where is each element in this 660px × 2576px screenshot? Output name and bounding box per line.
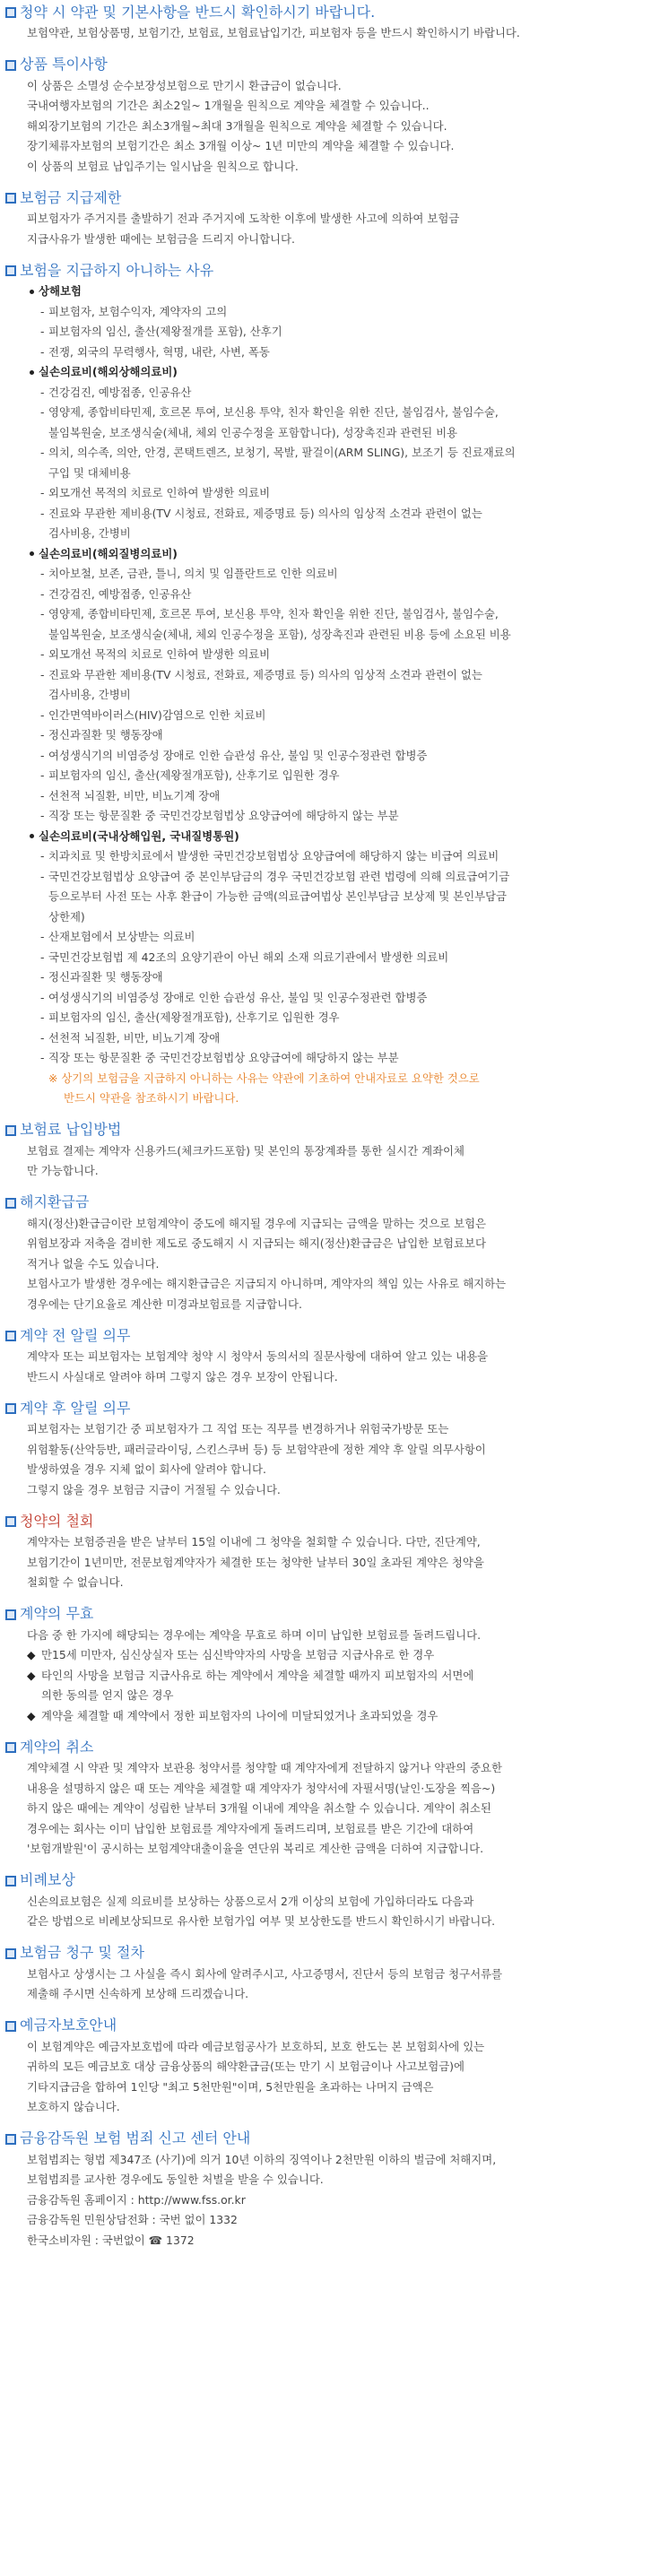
section-heading <box>5 55 651 76</box>
section-body <box>5 23 651 44</box>
section-body <box>5 1214 651 1315</box>
exclusion-item <box>27 766 651 786</box>
exclusion-item <box>27 403 651 423</box>
exclusion-group-label <box>27 544 651 565</box>
section-exclusions <box>5 260 651 1109</box>
paragraph-line: 장기체류자보험의 보험기간은 최소 3개월 이상~ 1년 미만의 계약을 체결할 수 있습니다. <box>27 139 455 152</box>
section-title: 계약 후 알릴 의무 <box>20 1399 131 1417</box>
dash-icon: - <box>40 405 45 419</box>
section-title: 상품 특이사항 <box>20 56 108 74</box>
exclusion-item-text: 정신과질환 및 행동장애 <box>48 728 163 742</box>
exclusion-group-title: 실손의료비(국내상해입원, 국내질병통원) <box>39 828 239 843</box>
paragraph-line: 위험활동(산악등반, 패러글라이딩, 스킨스쿠버 등) 등 보험약관에 정한 계약 후 알릴 의무사항이 <box>27 1442 486 1456</box>
section-premium <box>5 1120 651 1182</box>
section-title: 계약의 무효 <box>20 1605 94 1623</box>
paragraph-line: 이 상품은 소멸성 순수보장성보험으로 만기시 환급금이 없습니다. <box>27 78 342 92</box>
section-marker-icon <box>5 1609 16 1620</box>
section-withdrawal <box>5 1511 651 1593</box>
exclusion-item <box>27 806 651 827</box>
dash-icon: - <box>40 385 45 399</box>
dash-icon: - <box>40 586 45 601</box>
exclusion-item <box>27 302 651 323</box>
exclusion-item <box>27 322 651 343</box>
exclusion-item-text: 영양제, 종합비타민제, 호르몬 투여, 보신용 투약, 친자 확인을 위한 진단, 불임검사, 불임수술, <box>48 607 499 620</box>
section-marker-icon <box>5 1516 16 1527</box>
exclusion-item-text: 피보험자의 임신, 출산(제왕절개포함), 산후기로 입원한 경우 <box>48 768 340 782</box>
paragraph-line: 보험료 결제는 계약자 신용카드(체크카드포함) 및 본인의 통장계좌를 통한 실시간 계좌이체 <box>27 1143 465 1158</box>
dash-icon: - <box>40 344 45 359</box>
exclusion-group-title: 실손의료비(해외질병의료비) <box>39 546 178 560</box>
invalid-condition-text: 계약을 체결할 때 계약에서 정한 피보험자의 나이에 미달되었거나 초과되었을 경우 <box>41 1708 439 1722</box>
exclusion-item-text: 건강검진, 예방접종, 인공유산 <box>48 586 192 601</box>
section-title: 보험금 지급제한 <box>20 188 122 206</box>
exclusion-item-text: 진료와 무관한 제비용(TV 시청료, 전화료, 제증명료 등) 의사의 임상적 소견과 관련이 없는 <box>48 667 482 681</box>
section-body <box>5 1347 651 1387</box>
exclusion-item <box>27 948 651 968</box>
dash-icon: - <box>40 567 45 580</box>
paragraph-line: 이 상품의 보험료 납입주기는 일시납을 원칙으로 합니다. <box>27 159 299 173</box>
exclusion-group-title: 상해보험 <box>39 284 82 298</box>
section-heading <box>5 1398 651 1419</box>
exclusion-item-text: 국민건강보험법 제 42조의 요양기관이 아닌 해외 소재 의료기관에서 발생한 의료비 <box>48 950 449 964</box>
section-title: 보험금 청구 및 절차 <box>20 1944 144 1962</box>
dash-icon: - <box>40 768 45 782</box>
exclusion-item-text: 선천적 뇌질환, 비만, 비뇨기계 장애 <box>48 1030 221 1045</box>
section-heading <box>5 2 651 23</box>
section-heading <box>5 1604 651 1626</box>
exclusion-item-text: 건강검진, 예방접종, 인공유산 <box>48 385 192 399</box>
exclusion-item <box>27 706 651 726</box>
section-body <box>5 1532 651 1593</box>
exclusion-item-text: 정신과질환 및 행동장애 <box>48 970 163 984</box>
dash-icon: - <box>40 930 45 943</box>
exclusion-item <box>27 988 651 1009</box>
exclusion-item <box>27 746 651 767</box>
bullet-dot-icon <box>30 551 34 556</box>
dash-icon: - <box>40 728 45 742</box>
section-heading <box>5 1870 651 1892</box>
paragraph-line: 적거나 없을 수도 있습니다. <box>27 1256 160 1271</box>
exclusion-item-text: 치아보철, 보존, 금관, 틀니, 의치 및 임플란트로 인한 의료비 <box>48 567 338 580</box>
section-body <box>5 2150 651 2251</box>
dash-icon: - <box>40 1010 45 1024</box>
section-body <box>5 1892 651 1932</box>
bullet-dot-icon <box>30 370 34 375</box>
section-heading <box>5 1120 651 1141</box>
section-pre-notice <box>5 1325 651 1387</box>
paragraph-line: 발생하였을 경우 지체 없이 회사에 알려야 합니다. <box>27 1462 266 1476</box>
dash-icon: - <box>40 809 45 822</box>
exclusion-group-label <box>27 827 651 847</box>
dash-icon: - <box>40 506 45 520</box>
section-invalid <box>5 1604 651 1727</box>
dash-icon: - <box>40 647 45 661</box>
section-heading <box>5 1511 651 1532</box>
invalid-condition <box>27 1666 651 1687</box>
exclusion-item <box>27 786 651 807</box>
exclusion-item-continued: 등으로부터 사전 또는 사후 환급이 가능한 금액(의료급여법상 본인부담금 보상제 및 본인부담금 <box>48 889 508 903</box>
paragraph-line: 위험보장과 저축을 겸비한 제도로 중도해지 시 지급되는 해지(정산)환급금은 납입한 보험료보다 <box>27 1236 486 1250</box>
exclusion-item-text: 여성생식기의 비염증성 장애로 인한 습관성 유산, 불임 및 인공수정관련 합병증 <box>48 990 428 1004</box>
dash-icon: - <box>40 869 45 883</box>
exclusion-item-continued: 불임복원술, 보조생식술(체내, 체외 인공수정을 포함), 성장촉진과 관련된 비용 등에 소요된 비용 <box>48 627 511 641</box>
invalid-condition-text: 타인의 사망을 보험금 지급사유로 하는 계약에서 계약을 체결할 때까지 피보험자의 서면에 <box>41 1668 474 1682</box>
section-body <box>5 76 651 178</box>
paragraph-line: 피보험자가 주거지를 출발하기 전과 주거지에 도착한 이후에 발생한 사고에 의하여 보험금 <box>27 212 460 225</box>
exclusion-item-text: 피보험자의 임신, 출산(제왕절개를 포함), 산후기 <box>48 325 282 338</box>
exclusion-item-text: 인간면역바이러스(HIV)감염으로 인한 치료비 <box>48 707 266 722</box>
dash-icon: - <box>40 1051 45 1064</box>
paragraph-line: 계약자는 보험증권을 받은 날부터 15일 이내에 그 청약을 철회할 수 있습니다. 다만, 진단계약, <box>27 1535 481 1548</box>
section-post-notice <box>5 1398 651 1500</box>
dash-icon: - <box>40 748 45 762</box>
section-body <box>5 1626 651 1727</box>
section-body <box>5 1419 651 1500</box>
section-title: 금융감독원 보험 범죄 신고 센터 안내 <box>20 2129 251 2147</box>
paragraph-line: 보험약관, 보험상품명, 보험기간, 보험료, 보험료납입기간, 피보험자 등을 반드시 확인하시기 바랍니다. <box>27 26 520 39</box>
section-fss <box>5 2129 651 2251</box>
paragraph-line: 보험사고가 발생한 경우에는 해지환급금은 지급되지 아니하며, 계약자의 책임 있는 사유로 해지하는 <box>27 1277 507 1290</box>
section-marker-icon <box>5 1742 16 1753</box>
bullet-dot-icon <box>30 290 34 294</box>
exclusion-item-text: 여성생식기의 비염증성 장애로 인한 습관성 유산, 불임 및 인공수정관련 합병증 <box>48 748 428 762</box>
invalid-condition <box>27 1706 651 1727</box>
exclusion-item <box>27 585 651 605</box>
section-marker-icon <box>5 1198 16 1209</box>
section-marker-icon <box>5 2021 16 2032</box>
exclusion-item <box>27 564 651 585</box>
exclusion-item-text: 피보험자의 임신, 출산(제왕절개포함), 산후기로 입원한 경우 <box>48 1010 340 1024</box>
paragraph-line: 그렇지 않을 경우 보험금 지급이 거절될 수 있습니다. <box>27 1482 281 1496</box>
section-heading <box>5 1737 651 1758</box>
section-body <box>5 282 651 1109</box>
exclusion-item <box>27 867 651 888</box>
paragraph-line: 한국소비자원 : 국번없이 ☎ 1372 <box>27 2233 195 2247</box>
exclusion-item-continued: 검사비용, 간병비 <box>48 526 131 540</box>
section-payment <box>5 187 651 249</box>
exclusion-item-text: 외모개선 목적의 치료로 인하여 발생한 의료비 <box>48 647 271 661</box>
paragraph-line: 피보험자는 보험기간 중 피보험자가 그 직업 또는 직무를 변경하거나 위험국가방문 또는 <box>27 1422 449 1435</box>
exclusion-item <box>27 1048 651 1069</box>
exclusion-item-text: 영양제, 종합비타민제, 호르몬 투여, 보신용 투약, 친자 확인을 위한 진단, 불임검사, 불임수술, <box>48 405 499 419</box>
exclusion-notice: 반드시 약관을 참조하시기 바랍니다. <box>64 1091 239 1105</box>
paragraph-line: 보험범죄를 교사한 경우에도 동일한 처벌을 받을 수 있습니다. <box>27 2173 324 2186</box>
exclusion-item <box>27 504 651 525</box>
section-heading <box>5 1193 651 1214</box>
paragraph-line: 만 가능합니다. <box>27 1164 99 1177</box>
section-proportional <box>5 1870 651 1932</box>
section-title: 계약 전 알릴 의무 <box>20 1326 131 1344</box>
invalid-condition-text: 만15세 미만자, 심신상실자 또는 심신박약자의 사망을 보험금 지급사유로 한 경우 <box>41 1648 435 1661</box>
exclusion-item <box>27 443 651 464</box>
exclusion-item <box>27 1008 651 1028</box>
exclusion-group-label <box>27 362 651 383</box>
section-body <box>5 209 651 249</box>
paragraph-line: 보험사고 상생시는 그 사실을 즉시 회사에 알려주시고, 사고증명서, 진단서 등의 보험금 청구서류를 <box>27 1966 502 1981</box>
section-heading <box>5 1325 651 1347</box>
section-claim <box>5 1943 651 2005</box>
paragraph-line: 신손의료보험은 실제 의료비를 보상하는 상품으로서 2개 이상의 보험에 가입하더라도 다음과 <box>27 1894 474 1908</box>
paragraph-line: 보험기간이 1년미만, 전문보험계약자가 체결한 또는 청약한 날부터 30일 초과된 계약은 청약을 <box>27 1555 484 1569</box>
paragraph-line: 국내여행자보험의 기간은 최소2일~ 1개월을 원칙으로 계약을 체결할 수 있습니다.. <box>27 99 430 112</box>
dash-icon: - <box>40 325 45 338</box>
exclusion-item-text: 피보험자, 보험수익자, 계약자의 고의 <box>48 304 228 318</box>
exclusion-item <box>27 967 651 988</box>
section-marker-icon <box>5 1948 16 1959</box>
exclusion-item-text: 산재보험에서 보상받는 의료비 <box>48 930 195 943</box>
dash-icon: - <box>40 970 45 984</box>
section-features <box>5 55 651 178</box>
paragraph-line: 귀하의 모든 예금보호 대상 금융상품의 해약환급금(또는 만기 시 보험금이나 사고보험금)에 <box>27 2060 465 2073</box>
section-body <box>5 1141 651 1182</box>
paragraph-line: 계약체결 시 약관 및 계약자 보관용 청약서를 청약할 때 계약자에게 전달하지 않거나 약관의 중요한 <box>27 1761 502 1774</box>
section-body <box>5 1758 651 1860</box>
exclusion-item-text: 국민건강보험법상 요양급여 중 본인부담금의 경우 국민건강보험 관련 법령에 의해 의료급여기금 <box>48 869 510 883</box>
exclusion-item <box>27 343 651 363</box>
section-marker-icon <box>5 7 16 18</box>
diamond-bullet-icon: ◆ <box>27 1668 36 1682</box>
dash-icon: - <box>40 788 45 802</box>
exclusion-item <box>27 383 651 403</box>
paragraph-line: 계약자 또는 피보험자는 보험계약 청약 시 청약서 동의서의 질문사항에 대하여 알고 있는 내용을 <box>27 1349 489 1363</box>
section-check <box>5 2 651 44</box>
diamond-bullet-icon: ◆ <box>27 1708 36 1722</box>
dash-icon: - <box>40 667 45 681</box>
paragraph-line: 해지(정산)환급금이란 보험계약이 중도에 해지될 경우에 지급되는 금액을 말하는 것으로 보험은 <box>27 1216 486 1230</box>
paragraph-line: 다음 중 한 가지에 해당되는 경우에는 계약을 무효로 하며 이미 납입한 보험료를 돌려드립니다. <box>27 1627 482 1642</box>
section-cancel <box>5 1737 651 1860</box>
section-title: 청약 시 약관 및 기본사항을 반드시 확인하시기 바랍니다. <box>20 3 376 21</box>
paragraph-line: 해외장기보험의 기간은 최소3개월~최대 3개월을 원칙으로 계약을 체결할 수 있습니다. <box>27 118 447 133</box>
section-marker-icon <box>5 1125 16 1136</box>
section-marker-icon <box>5 1403 16 1414</box>
dash-icon: - <box>40 849 45 863</box>
dash-icon: - <box>40 446 45 459</box>
section-marker-icon <box>5 60 16 71</box>
section-title: 보험을 지급하지 아니하는 사유 <box>20 261 214 279</box>
exclusion-group-title: 실손의료비(해외상해의료비) <box>39 365 178 378</box>
section-deposit <box>5 2016 651 2118</box>
section-title: 비례보상 <box>20 1871 75 1889</box>
section-marker-icon <box>5 193 16 204</box>
paragraph-line: '보험개발원'이 공시하는 보험계약대출이율을 연단위 복리로 계산한 금액을 더하여 지급합니다. <box>27 1842 484 1855</box>
exclusion-item <box>27 846 651 867</box>
exclusion-item-continued: 상한제) <box>48 909 85 924</box>
paragraph-line: 이 보험계약은 예금자보호법에 따라 예금보험공사가 보호하되, 보호 한도는 본 보험회사에 있는 <box>27 2039 485 2053</box>
dash-icon: - <box>40 304 45 318</box>
section-body <box>5 2037 651 2118</box>
section-heading <box>5 2129 651 2150</box>
section-marker-icon <box>5 1331 16 1341</box>
section-title: 청약의 철회 <box>20 1512 94 1530</box>
section-marker-icon <box>5 265 16 276</box>
paragraph-line: 보험범죄는 형법 제347조 (사기)에 의거 10년 이하의 징역이나 2천만원 이하의 벌금에 처해지며, <box>27 2152 497 2166</box>
dash-icon: - <box>40 707 45 722</box>
paragraph-line: 보호하지 않습니다. <box>27 2100 120 2113</box>
paragraph-line: 내용을 설명하지 않은 때 또는 계약을 체결할 때 계약자가 청약서에 자필서명(날인·도장을 찍음~) <box>27 1781 496 1795</box>
paragraph-line: 경우에는 회사는 이미 납입한 보험료를 계약자에게 돌려드리며, 보험료를 받은 기간에 대하여 <box>27 1821 474 1835</box>
invalid-condition <box>27 1645 651 1666</box>
paragraph-line: 금융감독원 민원상담전화 : 국번 없이 1332 <box>27 2213 238 2226</box>
section-heading <box>5 2016 651 2037</box>
paragraph-line: 경우에는 단기요율로 계산한 미경과보험료를 지급합니다. <box>27 1297 302 1311</box>
exclusion-item-text: 선천적 뇌질환, 비만, 비뇨기계 장애 <box>48 788 221 802</box>
exclusion-item <box>27 725 651 746</box>
exclusion-item <box>27 483 651 504</box>
paragraph-line: 지급사유가 발생한 때에는 보험금을 드리지 아니합니다. <box>27 231 295 246</box>
section-body <box>5 1965 651 2005</box>
exclusion-item-text: 진료와 무관한 제비용(TV 시청료, 전화료, 제증명료 등) 의사의 임상적 소견과 관련이 없는 <box>48 506 482 520</box>
exclusion-item-text: 외모개선 목적의 치료로 인하여 발생한 의료비 <box>48 486 271 499</box>
section-heading <box>5 187 651 209</box>
exclusion-notice: ※ 상기의 보험금을 지급하지 아니하는 사유는 약관에 기초하여 안내자료로 요약한 것으로 <box>48 1071 480 1085</box>
section-title: 계약의 취소 <box>20 1738 94 1756</box>
exclusion-item-text: 치과치료 및 한방치료에서 발생한 국민건강보험법상 요양급여에 해당하지 않는 비급여 의료비 <box>48 849 499 863</box>
dash-icon: - <box>40 607 45 620</box>
exclusion-item-text: 의치, 의수족, 의안, 안경, 콘택트렌즈, 보청기, 목발, 팔걸이(ARM SLING), 보조기 등 진료재료의 <box>48 446 516 459</box>
exclusion-item-text: 직장 또는 항문질환 중 국민건강보험법상 요양급여에 해당하지 않는 부분 <box>48 809 399 822</box>
exclusion-item <box>27 645 651 665</box>
paragraph-line: 반드시 사실대로 알려야 하며 그렇지 않은 경우 보장이 안됩니다. <box>27 1369 338 1383</box>
section-refund <box>5 1193 651 1315</box>
paragraph-line: 금융감독원 홈페이지 : http://www.fss.or.kr <box>27 2192 246 2207</box>
section-marker-icon <box>5 2134 16 2145</box>
exclusion-item-continued: 불임복원술, 보조생식술(체내, 체외 인공수정을 포함합니다), 성장촉진과 관련된 비용 <box>48 425 458 439</box>
diamond-bullet-icon: ◆ <box>27 1648 36 1661</box>
invalid-condition-continued: 의한 동의를 얻지 않은 경우 <box>41 1688 174 1702</box>
bullet-dot-icon <box>30 834 34 838</box>
paragraph-line: 기타지급금을 합하여 1인당 "최고 5천만원"이며, 5천만원을 초과하는 나머지 금액은 <box>27 2079 434 2094</box>
dash-icon: - <box>40 486 45 499</box>
exclusion-item-text: 직장 또는 항문질환 중 국민건강보험법상 요양급여에 해당하지 않는 부분 <box>48 1051 399 1064</box>
exclusion-item <box>27 665 651 686</box>
paragraph-line: 같은 방법으로 비례보상되므로 유사한 보험가입 여부 및 보상한도를 반드시 확인하시기 바랍니다. <box>27 1914 496 1928</box>
exclusion-item-text: 전쟁, 외국의 무력행사, 혁명, 내란, 사변, 폭동 <box>48 344 270 359</box>
paragraph-line: 철회할 수 없습니다. <box>27 1575 124 1589</box>
paragraph-line: 제출해 주시면 신속하게 보상해 드리겠습니다. <box>27 1987 249 2000</box>
exclusion-item <box>27 927 651 948</box>
dash-icon: - <box>40 990 45 1004</box>
dash-icon: - <box>40 1030 45 1045</box>
dash-icon: - <box>40 950 45 964</box>
section-title: 보험료 납입방법 <box>20 1121 122 1139</box>
exclusion-group-label <box>27 282 651 302</box>
exclusion-item <box>27 1028 651 1049</box>
section-title: 해지환급금 <box>20 1193 90 1211</box>
exclusion-item-continued: 검사비용, 간병비 <box>48 688 131 701</box>
exclusion-item <box>27 604 651 625</box>
section-title: 예금자보호안내 <box>20 2017 117 2034</box>
section-marker-icon <box>5 1876 16 1886</box>
exclusion-item-continued: 구입 및 대체비용 <box>48 465 131 480</box>
section-heading <box>5 260 651 282</box>
section-heading <box>5 1943 651 1965</box>
paragraph-line: 하지 않은 때에는 계약이 성립한 날부터 3개월 이내에 계약을 취소할 수 있습니다. 계약이 취소된 <box>27 1801 491 1815</box>
